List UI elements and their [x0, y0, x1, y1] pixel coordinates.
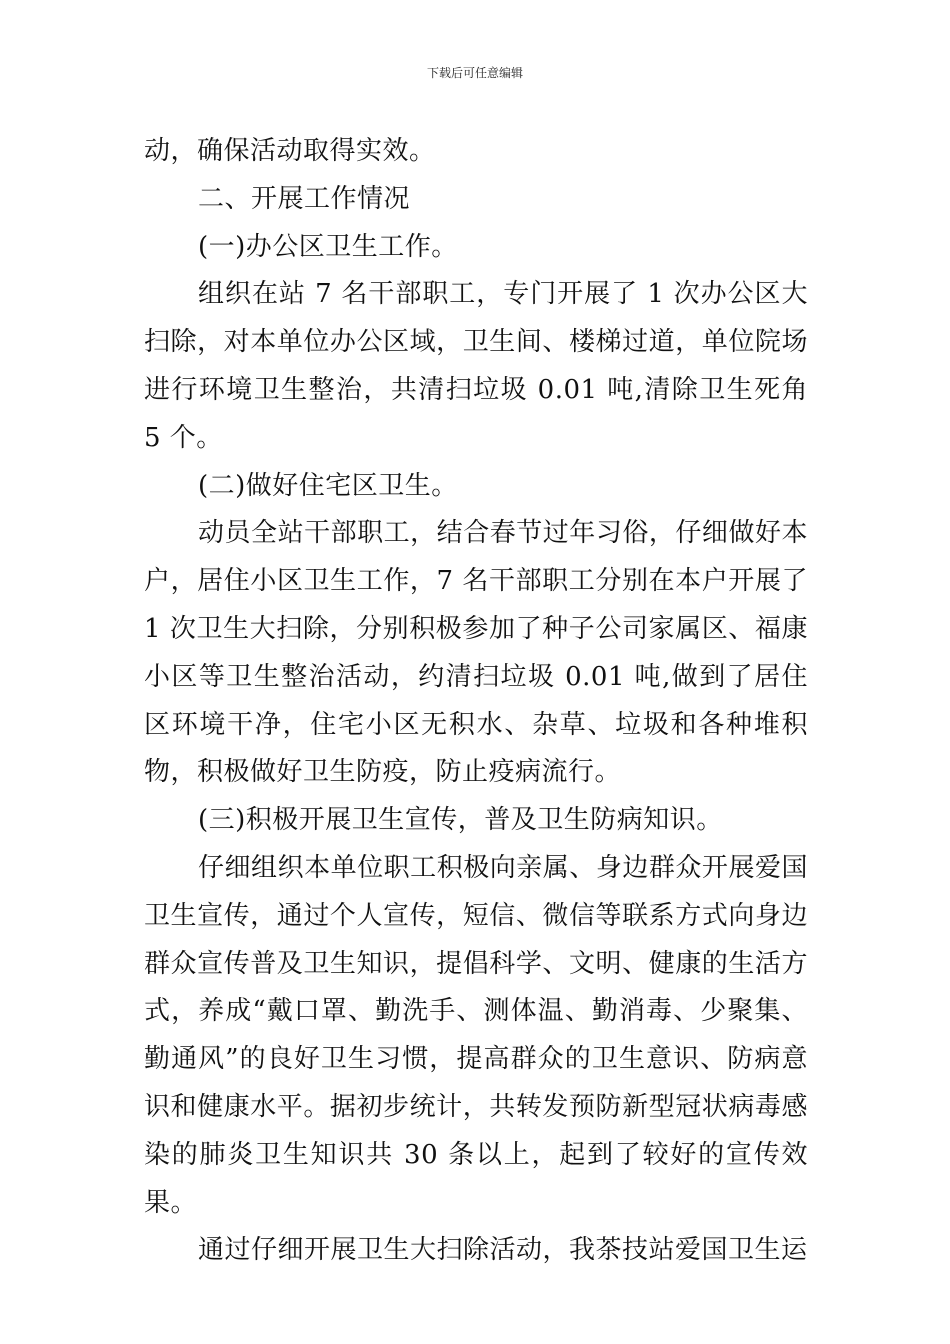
subsection-heading: (一)办公区卫生工作。	[198, 231, 458, 262]
subsection-heading: (二)做好住宅区卫生。	[198, 470, 458, 501]
section-heading: 二、开展工作情况	[198, 183, 411, 214]
paragraph: 动，确保活动取得实效。	[144, 136, 436, 166]
paragraph: 通过仔细开展卫生大扫除活动，我茶技站爱国卫生运	[198, 1235, 808, 1266]
paragraph: 动员全站干部职工，结合春节过年习俗，仔细做好本户，居住小区卫生工作，7 名干部职工分别在本户开展了 1 次卫生大扫除，分别积极参加了种子公司家属区、福康小区等卫生整治活动，约清扫垃圾 0.01 吨,做到了居住区环境干净，住宅小区无积水、杂草、垃圾和各种堆积物，积极做好卫生防疫，防止疫病流行。	[144, 518, 808, 788]
document-body	[144, 128, 808, 1275]
paragraph: 仔细组织本单位职工积极向亲属、身边群众开展爱国卫生宣传，通过个人宣传，短信、微信等联系方式向身边群众宣传普及卫生知识，提倡科学、文明、健康的生活方式，养成“戴口罩、勤洗手、测体温、勤消毒、少聚集、勤通风”的良好卫生习惯，提高群众的卫生意识、防病意识和健康水平。据初步统计，共转发预防新型冠状病毒感染的肺炎卫生知识共 30 条以上，起到了较好的宣传效果。	[144, 852, 808, 1218]
subsection-heading: (三)积极开展卫生宣传，普及卫生防病知识。	[198, 805, 723, 836]
page-header: 下载后可任意编辑	[426, 66, 523, 80]
paragraph: 组织在站 7 名干部职工，专门开展了 1 次办公区大扫除，对本单位办公区域，卫生间、楼梯过道，单位院场进行环境卫生整治，共清扫垃圾 0.01 吨,清除卫生死角 5 个。	[144, 279, 808, 453]
